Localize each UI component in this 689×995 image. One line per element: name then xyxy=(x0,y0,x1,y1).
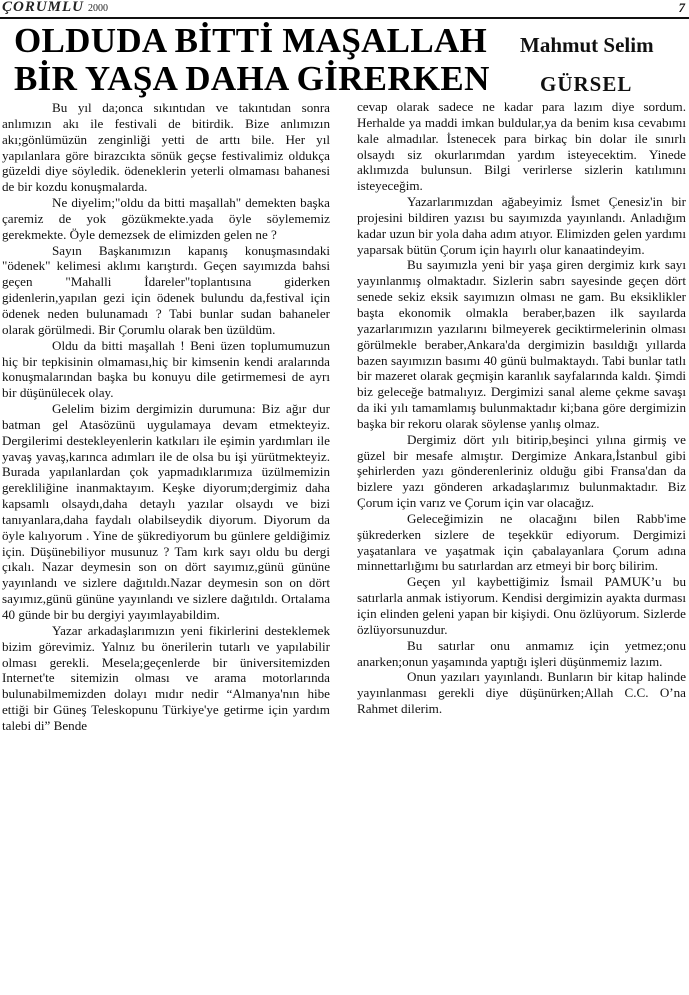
masthead-year: 2000 xyxy=(88,3,109,14)
paragraph: Yazarlarımızdan ağabeyimiz İsmet Çenesiz'in bir projesini bildiren yazısı bu sayımızda yayınlandı. Anladığım kadar uzun bir yola daha adım atıyor. Elimizden gelen yardımı yaparsak bütün Çorum için hayırlı olur kanaatindeyim. xyxy=(357,194,686,257)
paragraph: Onun yazıları yayınlandı. Bunların bir kitap halinde yayınlanması gerekli diye düşünürken;Allah C.C. O’na Rahmet dilerim. xyxy=(357,669,686,717)
paragraph: cevap olarak sadece ne kadar para lazım diye sordum. Herhalde ya maddi imkan buldular,ya da benim kısa cevabımı kale almadılar. İstenecek para birkaç bin dolar ile sınırlı olsaydı siz okurlarımdan yardım isteyecektim. Yinede aklımızda bulunsun. Bilgi verirlerse sizlerin katılımını isteyeceğim. xyxy=(357,99,686,194)
paragraph: Geçen yıl kaybettiğimiz İsmail PAMUK’u bu satırlarla anmak istiyorum. Kendisi dergimizin ayakta durması için elinden geleni yapan bir kişiydi. Onu özlüyorum. Sizlerde özlüyorsunuzdur. xyxy=(357,574,686,637)
paragraph: Oldu da bitti maşallah ! Beni üzen toplumumuzun hiç bir tepkisinin olmaması,hiç bir kimsenin kendi aralarında konuşmalarından başka bu konuyu dile getirmemesi de ayrı bir düşünülecek olay. xyxy=(2,337,330,401)
author-first-name: Mahmut Selim xyxy=(520,33,654,57)
page-header xyxy=(0,0,689,18)
paragraph: Dergimiz dört yılı bitirip,beşinci yılına girmiş ve güzel bir mesafe almıştır. Dergimize Ankara,İstanbul gibi şehirlerden yazı gönderenleriniz olduğu gibi Fransa'dan da bizlere yazı gönderen arkadaşlarımız bulunmaktadır. Biz Çorum için varız ve Çorum için var olacağız. xyxy=(357,431,686,511)
paragraph: Geleceğimizin ne olacağını bilen Rabb'ime şükrederken sizlere de teşekkür ediyorum. Dergimizi yaşatanlara ve yaşatmak için çabalayanlara Çorum adına minnettarlığımı bu satırlardan arz etmeyi bir borç bilirim. xyxy=(357,510,686,574)
paragraph: Bu sayımızla yeni bir yaşa giren dergimiz kırk sayı yayınlanmış olmaktadır. Sizlerin sabrı sayesinde geçen dört senede sekiz eksik sayımızın olması ne gam. Bu eksiklikler başta ekonomik olmakla beraber,bazen ilk sayılarda yazarlarımızın yazılarını bilmeyerek geciktirmelerinin olması görülmekle beraber,Ankara'da dergimizin basıldığı yıllarda bazen sayımızın basımı 40 günü bulmaktaydı. Tabi bunlar tatlı bir mazeret olarak geçmişin karanlık sayfalarında kaldı. Şimdi biz geleceğe batmalıyız. Dergimizi sanal aleme çekme savaşı da iki yılı tamamlamış bulunmaktadır ki;bana göre dergimizin başka bir rekoru olarak söylense yanlış olmaz. xyxy=(357,257,686,431)
paragraph: Bu satırlar onu anmamız için yetmez;onu anarken;onun yaşamında yaptığı işleri düşünmemiz lazım. xyxy=(357,637,686,669)
header-rule xyxy=(0,17,689,19)
paragraph: Bu yıl da;onca sıkıntıdan ve takıntıdan sonra anlımızın akı ile festivali de bitirdik. Bize anlımızın akı;gönlümüzün zenginliği yetti de arttı bile. Her yıl yapılanlara göre birazcıkta sönük geçse festivalimiz oldukça güzeldi diye söyledik. ödeneklerin yeterli olmaması bahanesi de bir kozdu konuşmalarda. xyxy=(2,100,330,195)
masthead xyxy=(2,0,108,16)
article-title xyxy=(14,22,514,98)
paragraph: Sayın Başkanımızın kapanış konuşmasındaki "ödenek" kelimesi aklımı karıştırdı. Geçen sayımızda bahsi geçen "Mahalli İdareler"toplantısına giderken gidenlerin,yapılan gezi için ödenek bulundu da,festival için ödenek neden bulunamadı ? Tabi bunlar sudan bahaneler olarak görülmedi. Bir Çorumlu olarak ben üzüldüm. xyxy=(2,242,330,337)
author-last-name: GÜRSEL xyxy=(540,72,633,96)
page-number: 7 xyxy=(678,0,685,15)
right-column xyxy=(357,99,686,717)
article-title-line-1: OLDUDA BİTTİ MAŞALLAH xyxy=(14,21,488,60)
article-title-line-2: BİR YAŞA DAHA GİRERKEN xyxy=(14,59,490,98)
left-column xyxy=(2,100,330,734)
paragraph: Yazar arkadaşlarımızın yeni fikirlerini desteklemek bizim görevimiz. Yalnız bu önerilerin tutarlı ve yapılabilir olması gerekli. Mesela;geçenlerde bir üniversitemizden Internet'te sitemizin olması ve arama motorlarında bulunabilmemizden dolayı mıdır nedir “Almanya'nın hibe ettiği bir Güneş Teleskopunu Türkiye'ye getirme için yardım talebi di” Bende xyxy=(2,622,330,733)
masthead-title: ÇORUMLU xyxy=(2,0,85,15)
paragraph: Gelelim bizim dergimizin durumuna: Biz ağır dur batman gel Atasözünü uygulamaya devam etmekteyiz. Dergilerimi destekleyenlerin katkıları ile eşimin yardımları ile yavaş yavaş,karınca adımları ile de olsa bu işi yürütmekteyiz. Burada yapılanlardan çok yapmadıklarımıza üzülmemizin gerekliliğine inanmaktayım. Keşke diyorum;dergimiz daha kapsamlı olsaydı,daha detaylı yazılar olsaydı ve bizi tanıyanlara,daha faydalı olabilseydik diyorum. Diyorum da öyle kalıyorum . Yine de şükrediyorum bu günlere geldiğimiz için. Düşünebiliyor musunuz ? Tam kırk sayı oldu bu dergi çıkalı. Nazar deymesin son on dört sayımız,günü gününe yayınlandı ve sizlere dağıtıldı.Nazar deymesin son on dört sayımız,günü gününe yayınlandı ve sizlere dağıtıldı. Ortalama 40 günde bir bu dergiyi yayımlayabildim. xyxy=(2,401,330,622)
paragraph: Ne diyelim;"oldu da bitti maşallah" demekten başka çaremiz de yok gözükmekte.yada öyle söylememiz gerekmekte. Öyle demezsek de elimizden gelen ne ? xyxy=(2,195,330,242)
